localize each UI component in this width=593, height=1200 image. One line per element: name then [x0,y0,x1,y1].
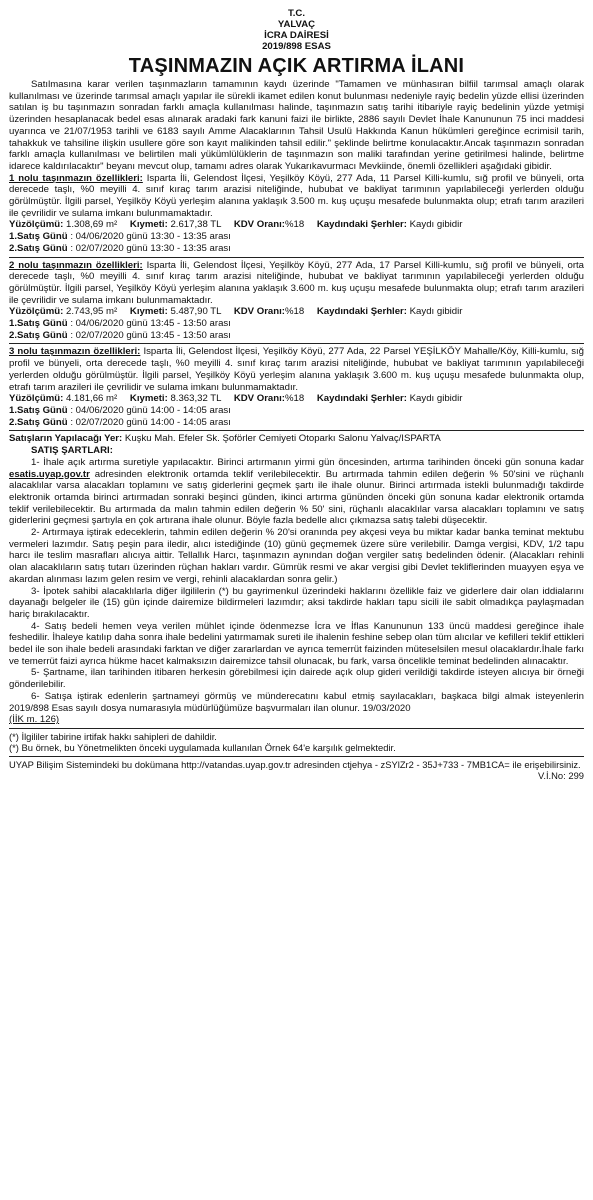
ilan-number: V.İ.No: 299 [537,770,584,782]
parcel-2-kdv: %18 [285,306,305,318]
parcel-1-kdv: %18 [285,219,305,231]
terms-title-text: SATIŞ ŞARTLARI: [31,445,113,457]
parcel-2-block [9,260,584,342]
parcel-3-value: 8.363,32 TL [170,393,222,405]
parcel-3-values [9,393,584,405]
parcel-2-serh-label: Kaydındaki Şerhler: [316,306,407,318]
term-3: 3- İpotek sahibi alacaklılarla diğer ilgililerin (*) bu gayrimenkul üzerindeki haklarını özellikle faiz ve giderlere dair olan iddialarını dayanağı belgeler ile (15) gün içinde dairemize bildirmeleri lazımdır; aksi takdirde hakları tapu sicili ile sabit olmadıkça paylaşmadan hariç bırakılacaktır. [9,585,584,620]
parcel-2-values [9,306,584,318]
parcel-2-serh: Kaydı gibidir [409,306,463,318]
footnote-2: (*) Bu örnek, bu Yönetmelikten önceki uygulamada kullanılan Örnek 64'e karşılık gelmektedir. [9,742,396,754]
parcel-3-sale-1-label: 1.Satış Günü [9,404,68,416]
parcel-3-area: 4.181,66 m² [66,393,118,405]
venue-address: Kuşku Mah. Efeler Sk. Şoförler Cemiyeti Otoparkı Salonu Yalvaç/ISPARTA [124,433,441,445]
parcel-1-serh-label: Kaydındaki Şerhler: [316,219,407,231]
parcel-1-sale-2-label: 2.Satış Günü [9,242,68,254]
parcel-2-kdv-label: KDV Oranı: [233,306,285,318]
parcel-3-sale-2-label: 2.Satış Günü [9,416,68,428]
sale-venue [9,433,584,445]
parcel-2-value: 5.487,90 TL [170,306,222,318]
term-1 [9,457,584,527]
parcel-3-description [9,346,584,393]
footnote-1: (*) İlgililer tabirine irtifak hakkı sahipleri de dahildir. [9,730,217,742]
parcel-2-sale-1 [9,318,584,330]
term-4: 4- Satış bedeli hemen veya verilen mühlet içinde ödenmezse İcra ve İflas Kanununun 133 üncü maddesi gereğince ihale feshedilir. İhaleye katılıp daha sonra ihale bedelini yatırmamak sureti ile ihalenin feshine sebep olan tüm alıcılar ve kefilleri teklif ettikleri bedel ile son ihale bedeli arasındaki farktan ve diğer zararlardan ve ayrıca temerrüt faizinden müteselsilen mesul olacaklardır.İhale farkı ve temerrüt faizi ayrıca hükme hacet kalmaksızın dairemizce tahsil olunacak, bu fark, varsa öncelikle teminat bedelinden alınacaktır. [9,620,584,667]
parcel-2-value-label: Kıymeti: [129,306,168,318]
parcel-1-value-label: Kıymeti: [129,219,168,231]
parcel-1-kdv-label: KDV Oranı: [233,219,285,231]
terms-title [9,445,584,457]
parcel-2-sale-2-label: 2.Satış Günü [9,329,68,341]
parcel-3-desc-text: Isparta İli, Gelendost İlçesi, Yeşilköy Köyü, 277 Ada, 22 Parsel YEŞİLKÖY Mahalle/Köy, Killi-kumlu, sığ profil ve bünyeli, orta derecede taşlı, %0 meyilli 4. sınıf kıraç tarım arazisi niteliğinde, hububat ve bakliyat tarımının yapılabileceği yerlerden olduğu görülmüştür. İlgili parsel, Yeşilköy Köyü yerleşim alanına yaklaşık 3.600 m. kuş uçuşu mesafede bulunmakta olup, etrafı tarım arazileri ile çevrilidir ve sulama imkanı bulunmamaktadır. [9,346,585,393]
term-6: 6- Satışa iştirak edenlerin şartnameyi görmüş ve münderecatını kabul etmiş sayılacakları, başkaca bilgi almak isteyenlerin 2019/898 Esas sayılı dosya numarasıyla müdürlüğümüze başvurmaları ilan olunur. 19/03/2020 [9,690,584,714]
parcel-1-sale-2-date: : 02/07/2020 günü 13:30 - 13:35 arası [70,242,231,254]
announcement-title: TAŞINMAZIN AÇIK ARTIRMA İLANI [128,55,465,77]
uyap-access-text: UYAP Bilişim Sistemindeki bu dokümana http://vatandas.uyap.gov.tr adresinden ctjehya - zSYlZr2 - 35J+733 - 7MB1CA= ile erişebilirsiniz. [9,758,581,770]
header-case-no: 2019/898 ESAS [262,41,331,52]
parcel-3-block [9,346,584,428]
term-2: 2- Artırmaya iştirak edeceklerin, tahmin edilen değerin % 20'si oranında pey akçesi veya bu miktar kadar banka teminat mektubu vermeleri lazımdır. Satış peşin para iledir, alıcı istediğinde (10) günü geçmemek üzere süre verilebilir. Damga vergisi, KDV, 1/2 tapu harcı ile teslim masrafları alıcıya aittir. Tellallık Harcı, taşınmazın aynından doğan vergiler satış bedelinden ödenir. (Alacakları rehinli olan alacaklıların satış tutarı üzerinden rüçhan hakları vardır. Gümrük resmi ve akar vergisi gibi Devlet tekliflerinden muayyen eşya ve akardan alınması lazım gelen resim ve vergi, rehinli alacaklardan sonra gelir.) [9,527,584,585]
esatis-link[interactable]: esatis.uyap.gov.tr [9,468,90,480]
term-5: 5- Şartname, ilan tarihinden itibaren herkesin görebilmesi için dairede açık olup gideri verildiği takdirde isteyen alıcıya bir örneği gönderilebilir. [9,667,584,691]
parcel-3-sale-1 [9,405,584,417]
parcel-1-value: 2.617,38 TL [170,219,222,231]
header-city: YALVAÇ [277,19,316,30]
venue-label: Satışların Yapılacağı Yer: [9,433,123,445]
parcel-1-desc-text: Isparta İli, Gelendost İlçesi, Yeşilköy Köyü, 277 Ada, 11 Parsel Killi-kumlu, sığ profil ve bünyeli, orta derecede taşlı, %0 meyilli 4. sınıf kıraç tarım arazisi niteliğinde, hububat ve bakliyat tarımının yapılabileceği yerlerden olduğu görülmüştür. İlgili parsel, Yeşilköy Köyü yerleşim alanına yaklaşık 3.500 m. kuş uçuşu mesafede bulunmakta olup; etrafı tarım arazileri ile çevrilidir ve sulama imkanı bulunmamaktadır. [9,172,584,219]
parcel-1-sale-2 [9,243,584,255]
parcel-1-serh: Kaydı gibidir [409,219,463,231]
parcel-3-serh-label: Kaydındaki Şerhler: [316,393,407,405]
parcel-2-description [9,260,584,307]
uyap-footer [9,758,584,782]
header-block [9,8,584,52]
parcel-3-kdv-label: KDV Oranı: [233,393,285,405]
divider [9,430,584,431]
parcel-3-heading: 3 nolu taşınmazın özellikleri: [9,346,141,358]
header-office: İCRA DAİRESİ [264,30,329,41]
parcel-2-heading: 2 nolu taşınmazın özellikleri: [9,259,143,271]
parcel-1-values [9,219,584,231]
parcel-3-sale-2-date: : 02/07/2020 günü 14:00 - 14:05 arası [70,416,231,428]
parcel-2-sale-2 [9,330,584,342]
parcel-3-serh: Kaydı gibidir [409,393,463,405]
parcel-1-area: 1.308,69 m² [66,219,118,231]
parcel-2-sale-2-date: : 02/07/2020 günü 13:45 - 13:50 arası [70,329,231,341]
parcel-1-heading: 1 nolu taşınmazın özellikleri: [9,172,143,184]
term-1-text-b: adresinden elektronik ortamda teklif verilebilecektir. Bu artırmada tahmin edilen değerin % 50'sini ve rüçhanlı alacaklılar varsa alacakları toplamını ve satış giderlerini geçmek şartı ile ihale olunur. Birinci artırmada istekli bulunmadığı takdirde elektronik ortamda birinci artırmadan sonraki beşinci günden, ikinci artırma gününden önceki gün sonuna kadar elektronik ortamda teklif verilebilecektir. Bu artırmada da malın tahmin edilen değerin % 50' sini, rüçhanlı alacaklılar varsa alacakları toplamını ve satış giderlerini geçmesi şartıyla en çok artırana ihale olunur. Böyle fazla bedelle alıcı çıkmazsa satış talebi düşecektir. [9,468,584,527]
parcel-2-sale-1-label: 1.Satış Günü [9,318,68,330]
divider [9,343,584,344]
intro-paragraph: Satılmasına karar verilen taşınmazların tamamının kaydı üzerinde "Tamamen ve münhasıran bilfiil tarımsal amaçlı olarak kullanılması ve üzerinde tarımsal amaçlı yapılar ile sürekli ikamet edilen konut bulunması nedeniyle rayiç bedelin yüzde ellisi üzerinden satılan iş bu taşınmazın sonradan farklı amaçla kullanılması halinde, taşınmazın satış tarihi itibariyle rayiç bedelinin yüzde yetmişi üzerinden hesaplanacak bedel esas alınarak aradaki fark kanuni faizi ile birlikte, 2886 sayılı Devlet İhale Kanununun 75 inci maddesi uyarınca ve 21/07/1953 tarihli ve 6183 sayılı Amme Alacaklarının Tahsil Usulü Hakkında Kanun hükümleri gereğince ecrimisil tarih, tahakkuk ve tahsiline ilişkin usullere göre son kayıt malikinden tahsil edilir." şeklinde belirtme konulacaktır.Ancak taşınmazın sonradan farklı amaçla kullanılması ve belirtilen mali yükümlülüklerin de taşınmazın son maliki tarafından yerine getirilmesi halinde, belirtme idarece kaldırılacaktır" beyanı mevcut olup, tamamı adres olarak Yukarıkavurmacı Mevkiinde, önemli özellikleri aşağıdaki gibidir. [9,79,584,172]
parcel-3-area-label: Yüzölçümü: [9,393,64,405]
term-1-text-a: 1- İhale açık artırma suretiyle yapılacaktır. Birinci artırmanın yirmi gün öncesinden, artırma tarihinden önceki gün sonuna kadar [31,456,584,468]
parcel-1-sale-1-date: : 04/06/2020 günü 13:30 - 13:35 arası [70,231,231,243]
parcel-1-area-label: Yüzölçümü: [9,219,64,231]
divider [9,257,584,258]
parcel-2-sale-1-date: : 04/06/2020 günü 13:45 - 13:50 arası [70,318,231,330]
parcel-1-description [9,173,584,220]
parcel-3-sale-1-date: : 04/06/2020 günü 14:00 - 14:05 arası [70,404,231,416]
parcel-3-sale-2 [9,417,584,429]
divider [9,756,584,757]
divider [9,728,584,729]
parcel-2-area-label: Yüzölçümü: [9,306,64,318]
parcel-1-block [9,173,584,255]
parcel-3-kdv: %18 [285,393,305,405]
parcel-1-sale-1 [9,231,584,243]
header-tc: T.C. [287,8,306,19]
parcel-1-sale-1-label: 1.Satış Günü [9,231,68,243]
parcel-3-value-label: Kıymeti: [129,393,168,405]
parcel-2-desc-text: Isparta İli, Gelendost İlçesi, Yeşilköy Köyü, 277 Ada, 17 Parsel Killi-kumlu, sığ profil ve bünyeli, orta derecede taşlı, %0 meyilli 4. sınıf kıraç tarım arazisi niteliğinde, hububat ve bakliyat tarımının yapılabileceği yerlerden olduğu görülmüştür. İlgili parsel, Yeşilköy Köyü yerleşim alanına yaklaşık 3.600 m. kuş uçuşu mesafede bulunmakta olup; etrafı tarım arazileri ile çevrilidir ve sulama imkanı bulunmamaktadır. [9,259,585,306]
parcel-2-area: 2.743,95 m² [66,306,118,318]
law-reference: (İİK m. 126) [9,714,60,726]
